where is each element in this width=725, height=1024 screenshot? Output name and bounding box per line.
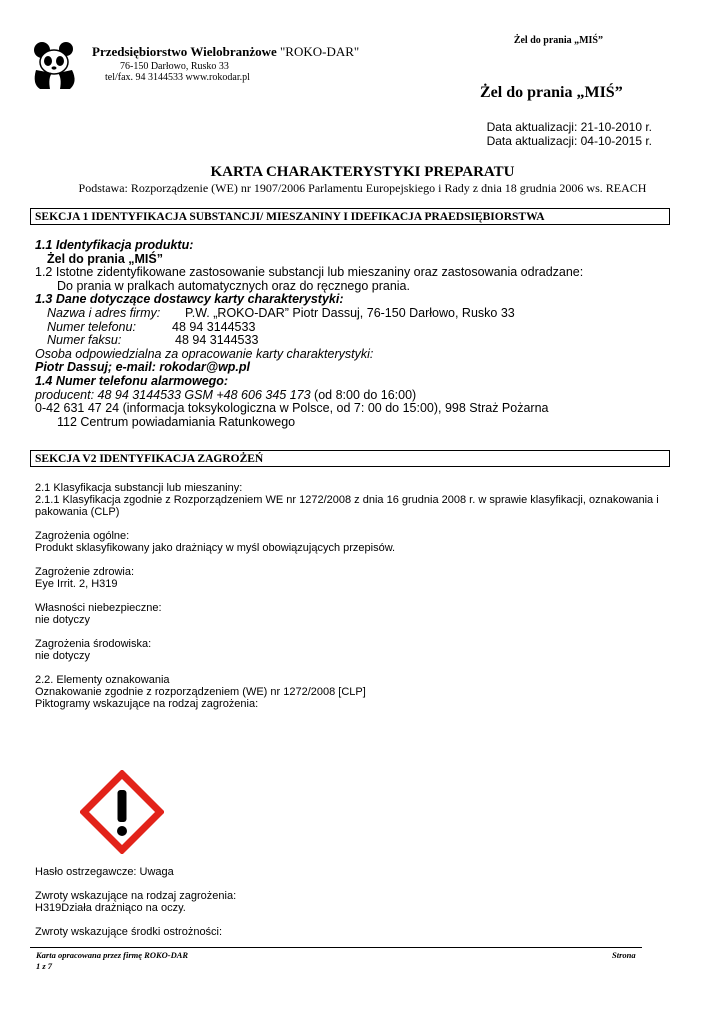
field-label: Nazwa i adres firmy: <box>47 305 161 320</box>
emergency-hours: (od 8:00 do 16:00) <box>310 387 417 402</box>
section2-line: Produkt sklasyfikowany jako drażniący w myśl obowiązujących przepisów. <box>35 542 396 554</box>
section2-line: Zagrożenia ogólne: <box>35 530 130 542</box>
company-brand: "ROKO-DAR" <box>280 44 360 59</box>
emergency-producer: producent: 48 94 3144533 GSM +48 606 345 173 <box>35 387 311 402</box>
ghs07-exclamation-icon <box>80 770 164 854</box>
section1-line: 1.2 Istotne zidentyfikowane zastosowanie substancji lub mieszaniny oraz zastosowania odradzane: <box>35 265 584 280</box>
document-title: KARTA CHARAKTERYSTYKI PREPARATU <box>210 164 515 180</box>
company-name: Przedsiębiorstwo Wielobranżowe "ROKO-DAR" <box>92 44 360 59</box>
section1-line: Żel do prania „MIŚ” <box>47 251 163 266</box>
section1-line: 1.4 Numer telefonu alarmowego: <box>35 373 229 388</box>
section2-line: 2.1.1 Klasyfikacja zgodnie z Rozporządzeniem WE nr 1272/2008 z dnia 16 grudnia 2008 r. w sprawie klasyfikacji, oznakowania i pakowania (CLP) <box>35 494 659 518</box>
footer-page-label: Strona <box>612 950 636 960</box>
section2-line: nie dotyczy <box>35 650 91 662</box>
section1-line: 1.3 Dane dotyczące dostawcy karty charakterystyki: <box>35 292 344 307</box>
section2-line: Zagrożenia środowiska: <box>35 638 152 650</box>
footer-left <box>36 950 188 972</box>
update-date: Data aktualizacji: 21-10-2010 r. <box>486 120 652 134</box>
product-title: Żel do prania „MIŚ” <box>480 84 623 101</box>
section2-line: Oznakowanie zgodnie z rozporządzeniem (WE) nr 1272/2008 [CLP] <box>35 686 366 698</box>
section2-body <box>35 482 665 710</box>
footer-divider <box>30 947 642 948</box>
section2-line: Zagrożenie zdrowia: <box>35 566 135 578</box>
section2-line: H319Działa drażniąco na oczy. <box>35 902 186 914</box>
update-dates <box>487 120 652 148</box>
header-doc-ref: Żel do prania „MIŚ” <box>513 35 603 46</box>
update-date: Data aktualizacji: 04-10-2015 r. <box>486 134 652 148</box>
section2-line: 2.1 Klasyfikacja substancji lub mieszaniny: <box>35 482 243 494</box>
section1-line: Osoba odpowiedzialna za opracowanie karty charakterystyki: <box>35 346 374 361</box>
section2-body-continued <box>35 866 665 938</box>
company-address: 76-150 Darłowo, Rusko 33 <box>120 61 229 72</box>
legal-basis: Podstawa: Rozporządzenie (WE) nr 1907/2006 Parlamentu Europejskiego i Rady z dnia 18 grudnia 2006 ws. REACH <box>78 181 647 195</box>
field-value: 48 94 3144533 <box>175 333 259 348</box>
field-label: Numer telefonu: <box>47 319 136 334</box>
footer-page-count: 1 z 7 <box>36 961 53 971</box>
section1-body <box>35 239 675 429</box>
section1-line: Piotr Dassuj; e-mail: rokodar@wp.pl <box>35 360 251 375</box>
section1-line: 1.1 Identyfikacja produktu: <box>35 238 194 252</box>
section2-heading: SEKCJA V2 IDENTYFIKACJA ZAGROŻEŃ <box>30 450 670 467</box>
section2-line: nie dotyczy <box>35 614 91 626</box>
section2-line: Własności niebezpieczne: <box>35 602 162 614</box>
section1-line: 112 Centrum powiadamiania Ratunkowego <box>57 414 296 429</box>
section2-line: Zwroty wskazujące środki ostrożności: <box>35 926 223 938</box>
section2-line: Eye Irrit. 2, H319 <box>35 578 118 590</box>
company-contact: tel/fax. 94 3144533 www.rokodar.pl <box>105 72 250 83</box>
section1-line: 0-42 631 47 24 (informacja toksykologiczna w Polsce, od 7: 00 do 15:00), 998 Straż Pożarna <box>35 401 549 416</box>
section1-line: Do prania w pralkach automatycznych oraz do ręcznego prania. <box>57 278 410 293</box>
section2-line: Zwroty wskazujące na rodzaj zagrożenia: <box>35 890 237 902</box>
section1-heading: SEKCJA 1 IDENTYFIKACJA SUBSTANCJI/ MIESZANINY I IDEFIKACJA PRAEDSIĘBIORSTWA <box>30 208 670 225</box>
section2-line: Piktogramy wskazujące na rodzaj zagrożenia: <box>35 698 259 710</box>
panda-logo-icon <box>28 40 80 90</box>
section2-line: Hasło ostrzegawcze: Uwaga <box>35 866 174 878</box>
section2-line: 2.2. Elementy oznakowania <box>35 674 170 686</box>
field-label: Numer faksu: <box>47 333 122 348</box>
footer-author: Karta opracowana przez firmę ROKO-DAR <box>36 950 189 960</box>
field-value: 48 94 3144533 <box>172 319 256 334</box>
field-value: P.W. „ROKO-DAR” Piotr Dassuj, 76-150 Darłowo, Rusko 33 <box>185 305 515 320</box>
